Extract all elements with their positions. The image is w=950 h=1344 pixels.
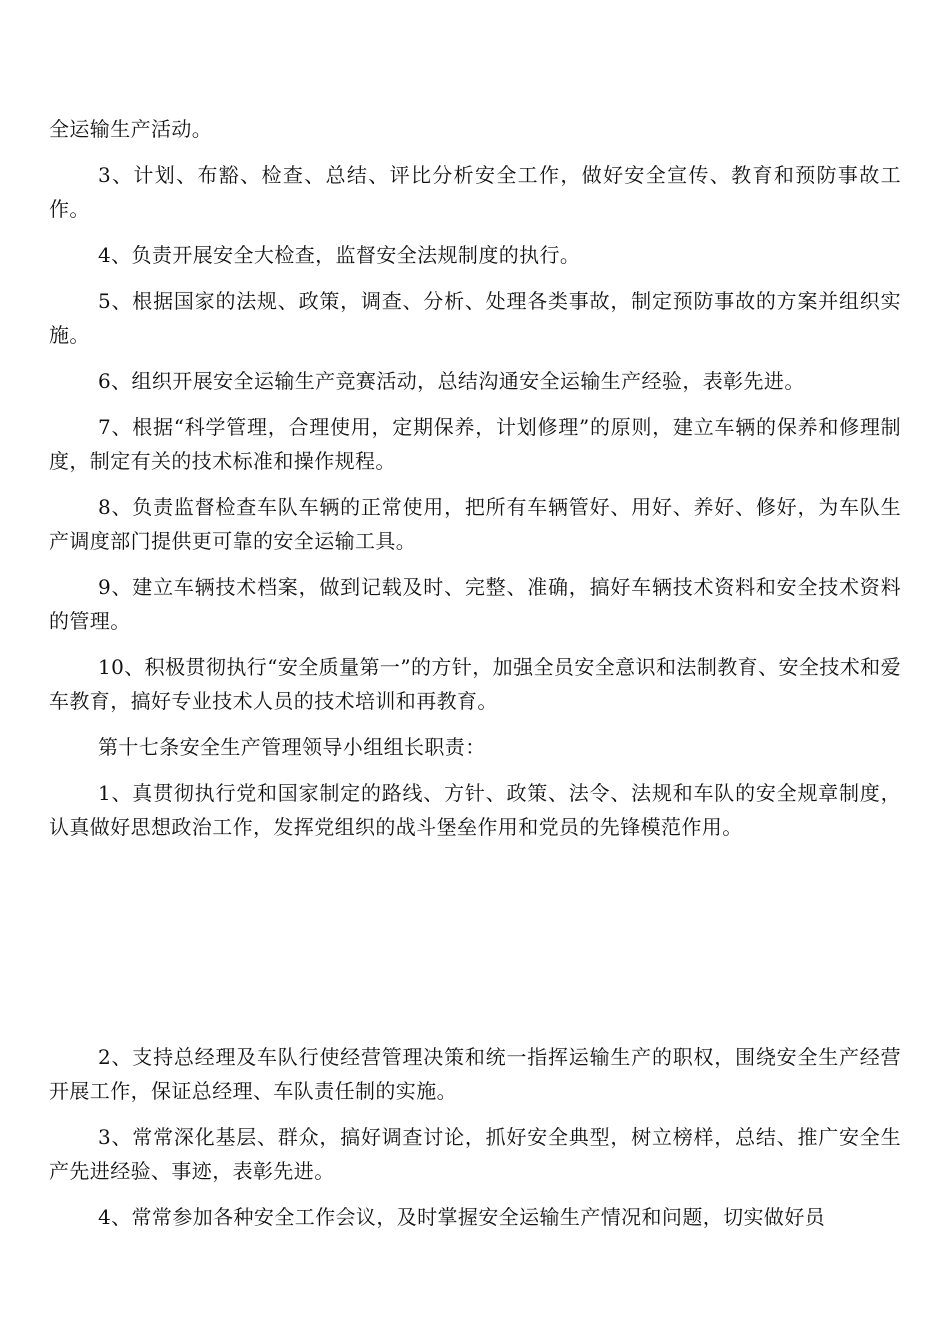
- text-block-lower: [0, 1040, 950, 1246]
- paragraph-duty-2: 2、支持总经理及车队行使经营管理决策和统一指挥运输生产的职权，围绕安全生产经营开展工作，保证总经理、车队责任制的实施。: [49, 1045, 901, 1103]
- paragraph-item-7: 7、根据“科学管理，合理使用，定期保养，计划修理”的原则，建立车辆的保养和修理制度，制定有关的技术标准和操作规程。: [49, 415, 901, 473]
- paragraph-duty-4: 4、常常参加各种安全工作会议，及时掌握安全运输生产情况和问题，切实做好员: [98, 1205, 826, 1229]
- paragraph-continuation: 全运输生产活动。: [49, 117, 213, 141]
- paragraph-duty-1: 1、真贯彻执行党和国家制定的路线、方针、政策、法令、法规和车队的安全规章制度，认真做好思想政治工作，发挥党组织的战斗堡垒作用和党员的先锋模范作用。: [49, 781, 901, 839]
- paragraph-item-9: 9、建立车辆技术档案，做到记载及时、完整、准确，搞好车辆技术资料和安全技术资料的管理。: [49, 575, 901, 633]
- paragraph-item-10: 10、积极贯彻执行“安全质量第一”的方针，加强全员安全意识和法制教育、安全技术和爱车教育，搞好专业技术人员的技术培训和再教育。: [49, 655, 901, 713]
- paragraph-item-5: 5、根据国家的法规、政策，调查、分析、处理各类事故，制定预防事故的方案并组织实施。: [49, 289, 901, 347]
- paragraph-duty-3: 3、常常深化基层、群众，搞好调查讨论，抓好安全典型，树立榜样，总结、推广安全生产先进经验、事迹，表彰先进。: [49, 1125, 901, 1183]
- paragraph-item-4: 4、负责开展安全大检查，监督安全法规制度的执行。: [98, 243, 581, 267]
- paragraph-item-3: 3、计划、布豁、检查、总结、评比分析安全工作，做好安全宣传、教育和预防事故工作。: [49, 163, 901, 221]
- text-block-upper: [0, 112, 950, 856]
- paragraph-item-8: 8、负责监督检查车队车辆的正常使用，把所有车辆管好、用好、养好、修好，为车队生产调度部门提供更可靠的安全运输工具。: [49, 495, 901, 553]
- article-heading-17: 第十七条安全生产管理领导小组组长职责：: [98, 735, 486, 759]
- paragraph-item-6: 6、组织开展安全运输生产竞赛活动，总结沟通安全运输生产经验，表彰先进。: [98, 369, 805, 393]
